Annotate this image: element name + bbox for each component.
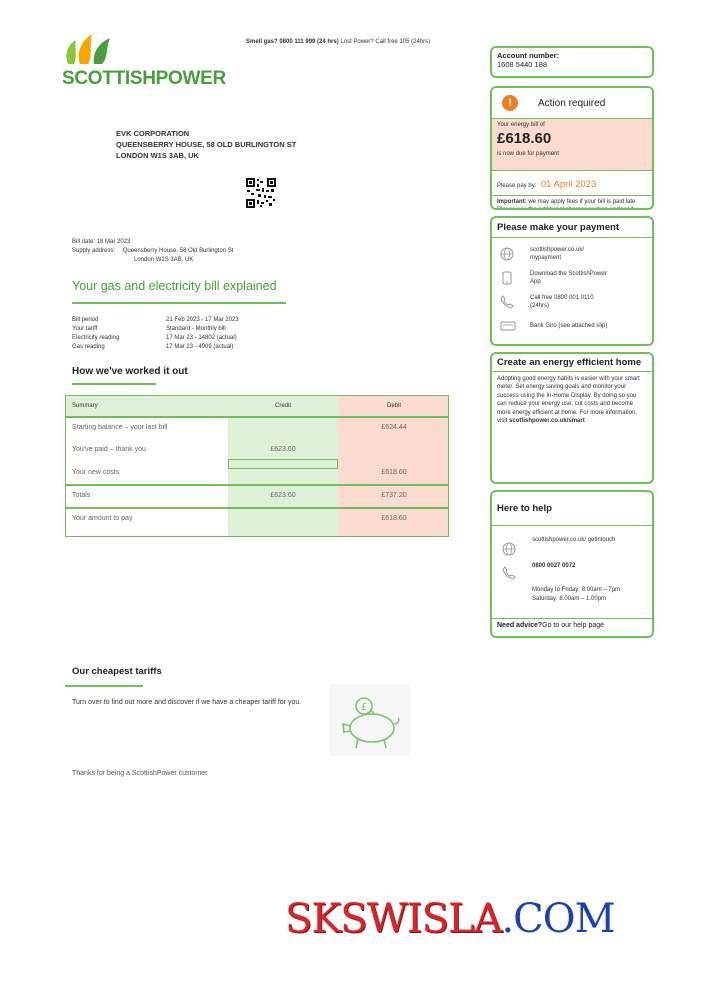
bill-detail-label: Bill period (72, 317, 99, 323)
table-row-divider (66, 416, 449, 418)
watermark-part1: SKSWISLA (285, 896, 502, 942)
table-cell-summary: Your amount to pay (72, 515, 133, 522)
advice-link[interactable]: Go to our help page (542, 622, 605, 629)
thanks-text: Thanks for being a ScottishPower customer (72, 770, 208, 777)
worked-out-underline (72, 383, 156, 385)
smell-gas-contact: Smell gas? 0800 111 999 (24 hrs) (246, 39, 339, 45)
payment-box (490, 216, 654, 346)
alert-icon: ! (502, 95, 518, 111)
payment-method-item[interactable] (500, 290, 647, 314)
piggy-bank-image (330, 684, 410, 756)
phone-icon (500, 295, 520, 309)
worked-out-title: How we've worked it out (72, 366, 188, 377)
table-cell-debit: £624.44 (381, 424, 407, 431)
table-cell-summary: Starting balance – your last bill (72, 424, 168, 431)
bill-detail-label: Gas reading (72, 344, 105, 350)
amount-due: £618.60 (497, 130, 552, 147)
help-hours-saturday: Saturday: 8.00am – 1.00pm (532, 596, 607, 602)
help-phone[interactable]: 0800 0027 0072 (532, 563, 576, 569)
important-text: we may apply fees if your bill is paid late. Please see the additional charges section enclosed. (497, 199, 638, 210)
logo-text: SCOTTISHPOWER (62, 68, 226, 89)
advice-label: Need advice? (497, 622, 543, 629)
action-required-box (490, 86, 654, 210)
title-underline (72, 302, 286, 304)
bill-detail-value: 17 Mar 23 - 4909 (actual) (166, 344, 234, 350)
tariffs-underline (65, 685, 143, 687)
table-cell-summary: Totals (72, 492, 91, 499)
payment-method-item[interactable] (500, 314, 647, 338)
bill-detail-value: 21 Feb 2023 - 17 Mar 2023 (166, 317, 239, 323)
table-cell-debit: £618.60 (381, 515, 407, 522)
lost-power-contact: Lost Power? Call free 105 (24hrs) (340, 39, 431, 45)
bank-icon (500, 320, 520, 332)
watermark (285, 896, 615, 942)
payment-method-text: Call free 0800 001 0110 (24hrs) (530, 295, 594, 309)
table-cell-credit: £623.60 (270, 446, 296, 453)
scottishpower-logo (62, 30, 242, 94)
address-line2: LONDON W1S 3AB, UK (116, 151, 199, 160)
help-phone-icon (502, 566, 516, 580)
watermark-part2: .COM (501, 896, 615, 942)
table-row-divider (66, 484, 449, 486)
main-title: Your gas and electricity bill explained (72, 279, 277, 293)
globe-icon (500, 247, 520, 261)
table-cell-summary: You've paid – thank you (72, 446, 146, 453)
due-text: is now due for payment (497, 151, 560, 157)
header-debit: Debit (386, 403, 401, 409)
energy-bill-label: Your energy bill of (497, 122, 545, 128)
payment-method-item[interactable] (500, 242, 647, 266)
pay-by-label: Please pay by: (497, 183, 537, 189)
help-web[interactable]: scottishpower.co.uk/ getintouch (532, 537, 616, 543)
qr-code (246, 178, 276, 208)
table-cell-summary: Your new costs (72, 469, 120, 476)
help-title: Here to help (492, 492, 652, 526)
pound-symbol: £ (360, 702, 368, 713)
bill-date: Bill date: 18 Mar 2023 (72, 239, 131, 245)
address-line1: QUEENSBERRY HOUSE, 58 OLD BURLINGTON ST (116, 140, 297, 149)
bill-detail-value: Standard - Monthly bill (166, 326, 226, 332)
efficient-title: Create an energy efficient home (492, 354, 652, 372)
bill-detail-value: 17 Mar 23 - 14802 (actual) (166, 335, 237, 341)
bill-detail-label: Electricity reading (72, 335, 120, 341)
bill-detail-row (72, 334, 332, 343)
supply-address-line1: Queensberry House, 58 Old Burlington St (122, 248, 234, 254)
payment-method-text: Bank Giro (see attached slip) (530, 323, 608, 329)
bill-detail-label: Your tariff (72, 326, 98, 332)
payment-method-text: scottishpower.co.uk/ mypayment (530, 247, 585, 261)
table-cell-debit: £737.20 (381, 492, 407, 499)
supply-address-line2: London W1S 3AB, UK (134, 257, 194, 263)
supply-address-label: Supply address: (72, 248, 116, 254)
table-row-divider (66, 507, 449, 509)
help-box (490, 490, 654, 638)
payment-title: Please make your payment (492, 218, 652, 238)
mobile-icon (500, 271, 520, 285)
payment-method-text: Download the ScottishPower App (530, 271, 607, 285)
bill-detail-row (72, 343, 332, 352)
efficient-home-box (490, 352, 654, 484)
table-cell-debit: £618.60 (381, 469, 407, 476)
table-cell-credit: £623.60 (270, 492, 296, 499)
help-globe-icon (502, 542, 516, 556)
important-label: Important: (497, 199, 527, 205)
tariffs-body: Turn over to find out more and discover if we have a cheaper tariff for you. (72, 699, 302, 706)
header-summary: Summary (72, 403, 98, 409)
efficient-link[interactable]: scottishpower.co.uk/smart (509, 418, 585, 425)
customer-name: EVK CORPORATION (116, 129, 190, 138)
flame-logo-icon (62, 30, 122, 66)
efficient-body: Adopting good energy habits is easier with your smart meter. Set energy saving goals and monitor your success using the In-Home Display. By doing so you can reduce your energy use, cut costs and become more energy efficient at home. For more information, visit (497, 376, 640, 425)
tariffs-title: Our cheapest tariffs (72, 666, 162, 677)
account-number: 1608 5440 188 (497, 60, 548, 69)
help-hours-weekday: Monday to Friday: 8.00am – 7pm (532, 587, 621, 593)
account-box (490, 46, 654, 78)
worked-out-table (65, 395, 449, 537)
account-label: Account number: (497, 51, 560, 60)
bill-detail-row (72, 325, 332, 334)
paid-highlight-box (228, 459, 338, 469)
pay-by-date: 01 April 2023 (540, 179, 597, 190)
payment-method-item[interactable] (500, 266, 647, 290)
action-title: Action required (538, 97, 606, 109)
bill-detail-row (72, 316, 332, 325)
header-credit: Credit (274, 403, 291, 409)
